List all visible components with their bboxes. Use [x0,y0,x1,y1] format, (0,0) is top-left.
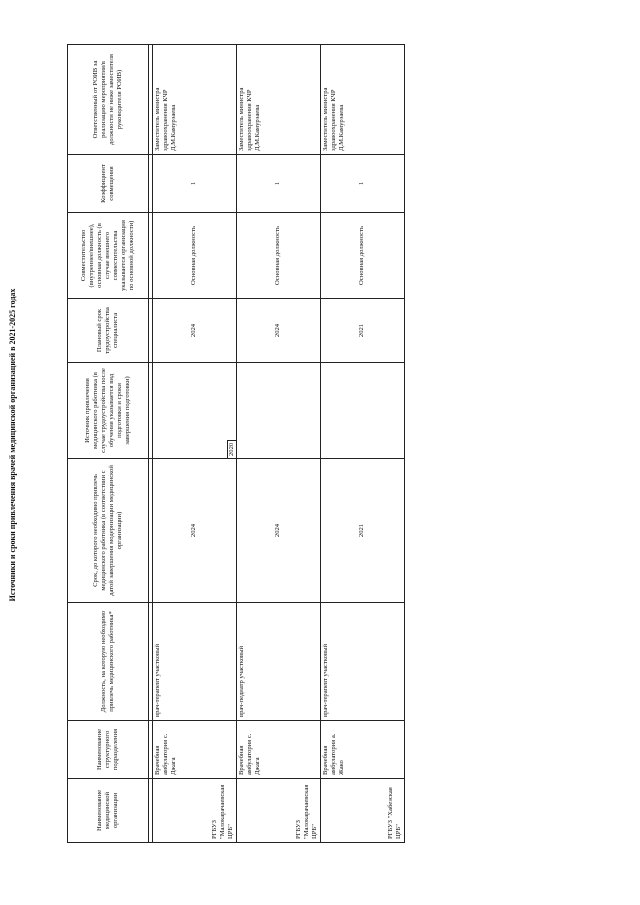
year-note: 2020 [227,440,236,458]
cell-responsible: Заместитель министра здравоохранения КЧР Д.М.Камурзаева [237,45,321,155]
cell-coef: 1 [237,155,321,213]
recruitment-table [67,44,405,843]
cell-planned: 2021 [321,299,405,363]
cell-deadline: 2021 [321,459,405,603]
cell-position: врач-терапевт участковый [321,603,405,721]
cell-planned: 2024 [237,299,321,363]
cell-source [153,363,237,459]
header-combination: Совместительство (внутреннее/внешнее), основная должность (в случае внешнего совместительства указывается организация по основной должности) [68,213,149,299]
cell-position: врач-терапевт участковый [153,603,237,721]
cell-source [321,363,405,459]
table-row [321,45,405,843]
cell-position: врач-педиатр участковый [237,603,321,721]
header-unit: Наименование структурного подразделения [68,721,149,779]
cell-org: РГБУЗ "Малокарачаевская ЦРБ" [153,779,237,843]
header-position: Должность, на которую необходимо привлечь медицинского работника* [68,603,149,721]
document-title: Источники и сроки привлечения врачей медицинской организацией в 2021-2025 годах [8,288,17,602]
header-org: Наименование медицинской организации [68,779,149,843]
table-header-row [68,45,149,843]
header-source: Источник привлечения медицинского работника (в случае трудоустройства после обучения указывается вид подготовки и сроки завершения подготовки) [68,363,149,459]
header-coef: Коэффициент совмещения [68,155,149,213]
cell-org: РГБУЗ "Малокарачаевская ЦРБ" [237,779,321,843]
cell-unit: Врачебная амбулатория а. Жако [321,721,405,779]
cell-responsible: Заместитель министра здравоохранения КЧР Д.М.Камурзаева [321,45,405,155]
cell-unit: Врачебная амбулатория с. Джага [153,721,237,779]
cell-coef: 1 [321,155,405,213]
header-responsible: Ответственный от РОИВ за реализацию мероприятия/в должности не ниже заместителя руководителя РОИВ) [68,45,149,155]
cell-unit: Врачебная амбулатория с. Джага [237,721,321,779]
cell-combination: Основная должность [321,213,405,299]
cell-combination: Основная должность [153,213,237,299]
cell-planned: 2024 [153,299,237,363]
table-row [153,45,237,843]
cell-deadline: 2024 [153,459,237,603]
cell-source [237,363,321,459]
header-deadline: Срок, до которого необходимо привлечь медицинского работника (в соответствии с датой завершения модернизации медицинской организации) [68,459,149,603]
cell-coef: 1 [153,155,237,213]
header-planned: Плановый срок трудоустройства специалиста [68,299,149,363]
cell-combination: Основная должность [237,213,321,299]
cell-responsible: Заместитель министра здравоохранения КЧР Д.М.Камурзаева [153,45,237,155]
cell-org: РГБУЗ "Хабезская ЦРБ" [321,779,405,843]
table-row [237,45,321,843]
cell-deadline: 2024 [237,459,321,603]
